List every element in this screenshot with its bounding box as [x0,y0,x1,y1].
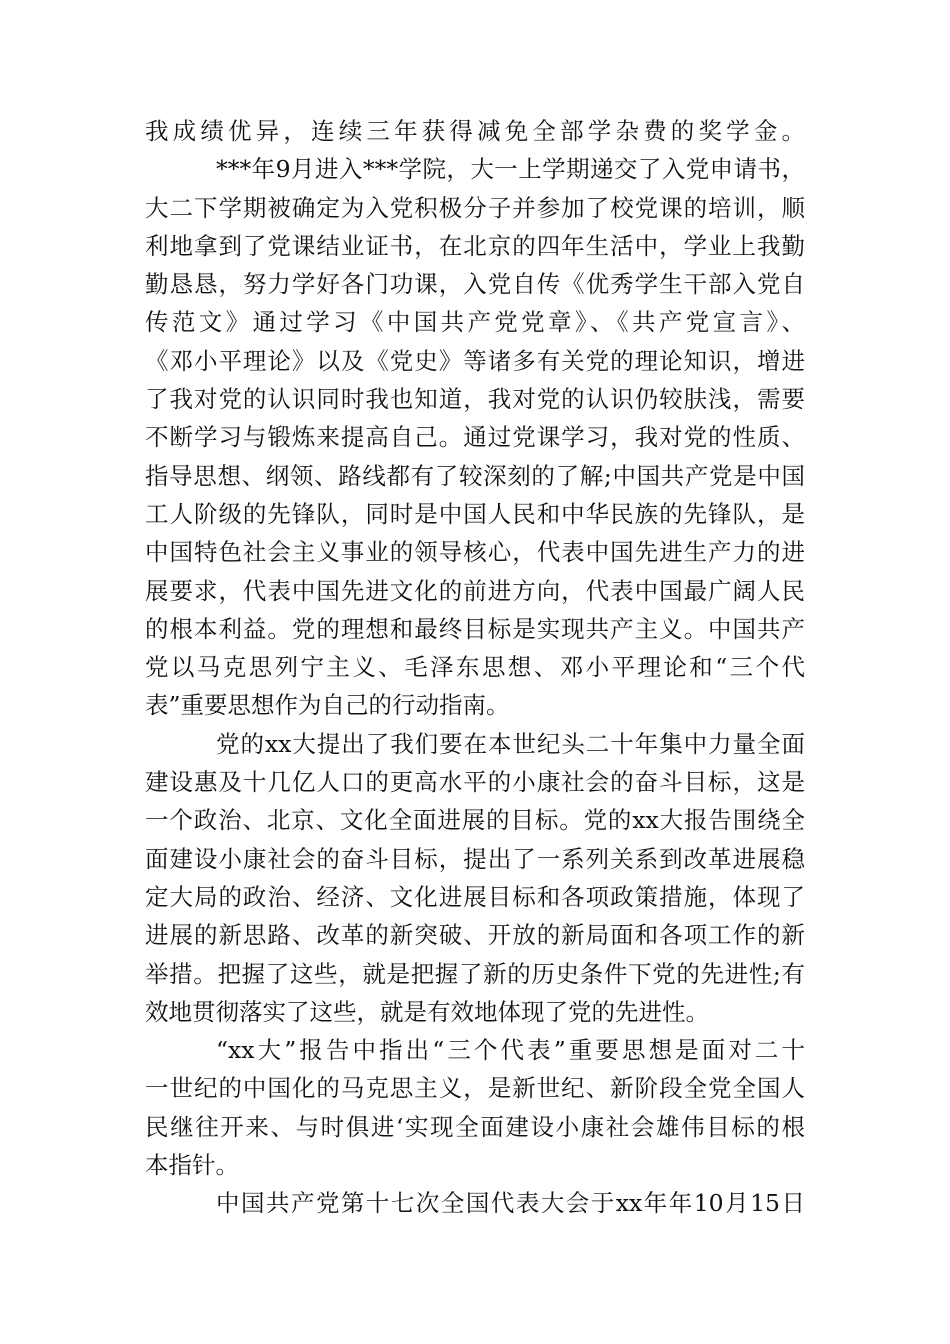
text-line: 举措。把握了这些，就是把握了新的历史条件下党的先进性;有 [145,959,805,988]
text-line: 中国特色社会主义事业的领导核心，代表中国先进生产力的进 [145,538,805,567]
text-line: 指导思想、纲领、路线都有了较深刻的了解;中国共产党是中国 [145,461,805,490]
text-line: 传范文》通过学习《中国共产党党章》、《共产党宣言》、 [145,308,805,337]
text-line: 党以马克思列宁主义、毛泽东思想、邓小平理论和“三个代 [145,653,805,682]
text-line: 勤恳恳，努力学好各门功课，入党自传《优秀学生干部入党自 [145,270,805,299]
text-line: 利地拿到了党课结业证书，在北京的四年生活中，学业上我勤 [145,231,805,260]
paragraph-end-line: 本指针。 [145,1151,239,1180]
paragraph-start-line: ***年9月进入***学院，大一上学期递交了入党申请书， [216,155,805,184]
text-line: 的根本利益。党的理想和最终目标是实现共产主义。中国共产 [145,614,805,643]
paragraph-end-line: 效地贯彻落实了这些，就是有效地体现了党的先进性。 [145,997,709,1026]
text-line: 一世纪的中国化的马克思主义，是新世纪、新阶段全党全国人 [145,1074,805,1103]
text-line: 不断学习与锻炼来提高自己。通过党课学习，我对党的性质、 [145,423,805,452]
text-line: 《邓小平理论》以及《党史》等诸多有关党的理论知识，增进 [145,346,805,375]
text-line: 面建设小康社会的奋斗目标，提出了一系列关系到改革进展稳 [145,844,805,873]
text-line: 建设惠及十几亿人口的更高水平的小康社会的奋斗目标，这是 [145,768,805,797]
text-line: 展要求，代表中国先进文化的前进方向，代表中国最广阔人民 [145,576,805,605]
text-line: 一个政治、北京、文化全面进展的目标。党的xx大报告围绕全 [145,806,805,835]
text-line: 大二下学期被确定为入党积极分子并参加了校党课的培训，顺 [145,193,805,222]
text-line: 工人阶级的先锋队，同时是中国人民和中华民族的先锋队，是 [145,499,805,528]
paragraph-end-line: 表”重要思想作为自己的行动指南。 [145,691,510,720]
text-line: 了我对党的认识同时我也知道，我对党的认识仍较肤浅，需要 [145,385,805,414]
text-line: 定大局的政治、经济、文化进展目标和各项政策措施，体现了 [145,882,805,911]
paragraph-start-line: “xx大”报告中指出“三个代表”重要思想是面对二十 [216,1036,805,1065]
text-line: 民继往开来、与时俱进‘实现全面建设小康社会雄伟目标的根 [145,1112,805,1141]
paragraph-start-line: 中国共产党第十七次全国代表大会于xx年年10月15日 [216,1189,805,1218]
paragraph-start-line: 党的xx大提出了我们要在本世纪头二十年集中力量全面 [216,729,805,758]
text-line: 我成绩优异，连续三年获得减免全部学杂费的奖学金。 [145,117,805,145]
text-line: 进展的新思路、改革的新突破、开放的新局面和各项工作的新 [145,921,805,950]
document-body [145,112,805,1223]
